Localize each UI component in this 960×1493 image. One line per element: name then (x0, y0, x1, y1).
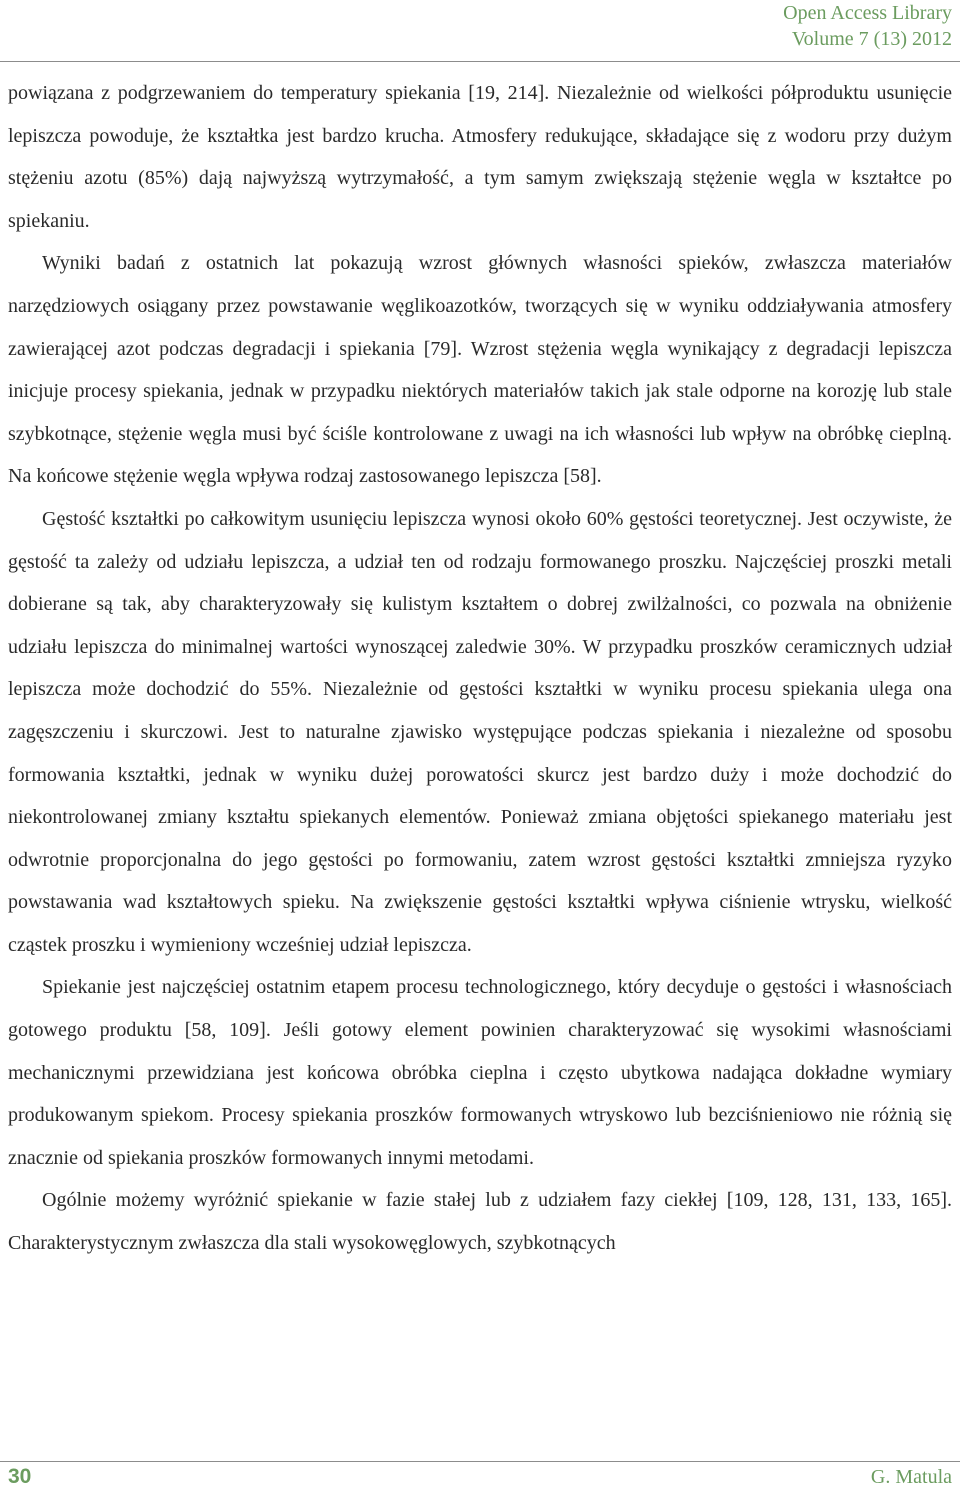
footer-divider (0, 1461, 960, 1462)
running-header (783, 0, 952, 52)
paragraph-5: Ogólnie możemy wyróżnić spiekanie w fazie stałej lub z udziałem fazy ciekłej [109, 128, 131, 133, 165]. Charakterystycznym zwłaszcza dla stali wysokowęglowych, szybkotnących (8, 1189, 952, 1255)
paragraph-1: powiązana z podgrzewaniem do temperatury spiekania [19, 214]. Niezależnie od wielkości półproduktu usunięcie lepiszcza powoduje, że kształtka jest bardzo krucha. Atmosfery redukujące, składające się z wodoru przy dużym stężeniu azotu (85%) dają najwyższą wytrzymałość, a tym samym zwiększają stężenie węgla w kształtce po spiekaniu. (8, 82, 952, 232)
header-divider (0, 61, 960, 62)
page-number: 30 (8, 1465, 32, 1488)
paragraph-3: Gęstość kształtki po całkowitym usunięciu lepiszcza wynosi około 60% gęstości teoretycznej. Jest oczywiste, że gęstość ta zależy od udziału lepiszcza, a udział ten od rodzaju formowanego proszku. Najczęściej proszki metali dobierane są tak, aby charakteryzowały się kulistym kształtem o dobrej zwilżalności, co pozwala na obniżenie udziału lepiszcza do minimalnej wartości wynoszącej zaledwie 30%. W przypadku proszków ceramicznych udział lepiszcza może dochodzić do 55%. Niezależnie od gęstości kształtki w wyniku procesu spiekania ulega ona zagęszczeniu i skurczowi. Jest to naturalne zjawisko występujące podczas spiekania i niezależne od sposobu formowania kształtki, jednak w wyniku dużej porowatości skurcz jest bardzo duży i może dochodzić do niekontrolowanej zmiany kształtu spiekanych elementów. Ponieważ zmiana objętości spiekanego materiału jest odwrotnie proporcjonalna do jego gęstości po formowaniu, zatem wzrost gęstości kształtki zmniejsza ryzyko powstawania wad kształtowych spieku. Na zwiększenie gęstości kształtki wpływa ciśnienie wtrysku, wielkość cząstek proszku i wymieniony wcześniej udział lepiszcza. (8, 507, 952, 956)
journal-name: Open Access Library (783, 2, 952, 24)
paragraph-2: Wyniki badań z ostatnich lat pokazują wzrost głównych własności spieków, zwłaszcza materiałów narzędziowych osiągany przez powstawanie węglikoazotków, tworzących się w wyniku oddziaływania atmosfery zawierającej azot podczas degradacji i spiekania [79]. Wzrost stężenia węgla wynikający z degradacji lepiszcza inicjuje procesy spiekania, jednak w przypadku niektórych materiałów takich jak stale odporne na korozję lub stale szybkotnące, stężenie węgla musi być ściśle kontrolowane z uwagi na ich własności lub wpływ na obróbkę cieplną. Na końcowe stężenie węgla wpływa rodzaj zastosowanego lepiszcza [58]. (8, 252, 952, 488)
author-name: G. Matula (870, 1466, 952, 1488)
body-text (8, 72, 952, 1265)
journal-volume: Volume 7 (13) 2012 (791, 28, 952, 50)
paragraph-4: Spiekanie jest najczęściej ostatnim etapem procesu technologicznego, który decyduje o gęstości i własnościach gotowego produktu [58, 109]. Jeśli gotowy element powinien charakteryzować się wysokimi własnościami mechanicznymi przewidziana jest końcowa obróbka cieplna i często ubytkowa nadająca dokładne wymiary produkowanym spiekom. Procesy spiekania proszków formowanych wtryskowo lub bezciśnieniowo nie różnią się znacznie od spiekania proszków formowanych innymi metodami. (8, 976, 952, 1169)
